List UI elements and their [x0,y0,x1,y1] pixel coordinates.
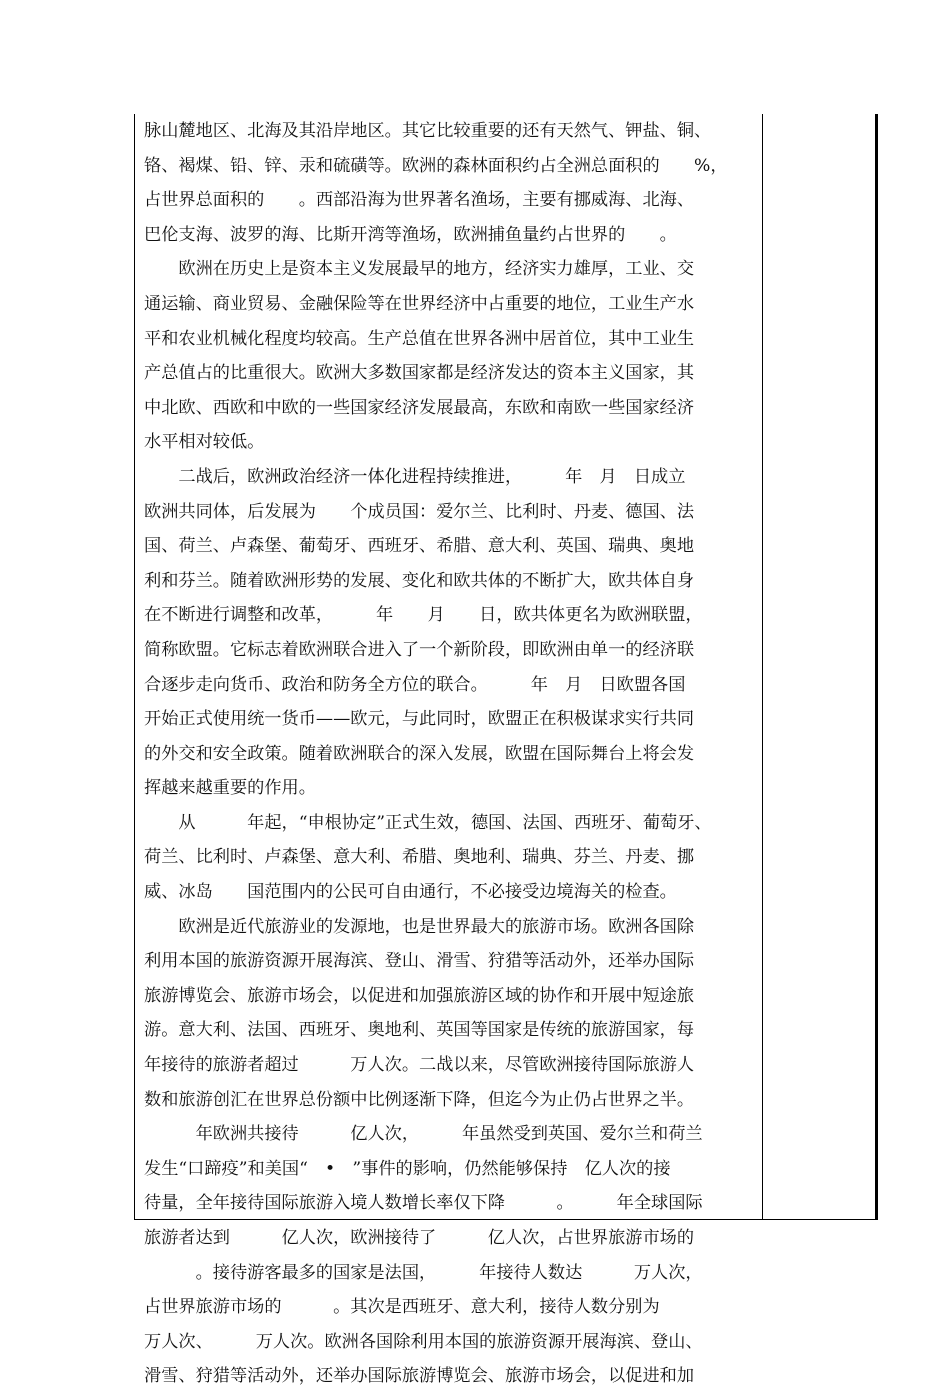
text-line: 利用本国的旅游资源开展海滨、登山、滑雪、狩猎等活动外，还举办国际 [144,951,695,972]
text-line: 欧洲在历史上是资本主义发展最早的地方，经济实力雄厚，工业、交 [144,259,695,280]
text-line: 旅游者达到 亿人次，欧洲接待了 亿人次，占世界旅游市场的 [144,1228,695,1248]
text-line: 欧洲是近代旅游业的发源地，也是世界最大的旅游市场。欧洲各国除 [144,916,695,937]
text-line: 简称欧盟。它标志着欧洲联合进入了一个新阶段，即欧洲由单一的经济联 [144,639,695,660]
text-line: 脉山麓地区、北海及其沿岸地区。其它比较重要的还有天然气、钾盐、铜、 [144,121,712,141]
text-line: 占世界旅游市场的 。其次是西班牙、意大利，接待人数分别为 [144,1297,660,1318]
text-line: 合逐步走向货币、政治和防务全方位的联合。 年 月 日欧盟各国 [144,674,686,695]
text-line: 在不断进行调整和改革， 年 月 日，欧共体更名为欧洲联盟， [144,605,703,626]
text-line: 荷兰、比利时、卢森堡、意大利、希腊、奥地利、瑞典、芬兰、丹麦、挪 [144,847,695,868]
text-line: 铬、褐煤、铅、锌、汞和硫磺等。欧洲的森林面积约占全洲总面积的 %， [144,155,728,176]
text-line: 水平相对较低。 [144,432,265,453]
text-line: 年欧洲共接待 亿人次， 年虽然受到英国、爱尔兰和荷兰 [144,1124,703,1145]
text-line: 开始正式使用统一货币——欧元，与此同时，欧盟正在积极谋求实行共同 [144,709,695,730]
text-line: 威、冰岛 国范围内的公民可自由通行，不必接受边境海关的检查。 [144,882,677,903]
text-line: 国、荷兰、卢森堡、葡萄牙、西班牙、希腊、意大利、英国、瑞典、奥地 [144,536,695,557]
text-line: 中北欧、西欧和中欧的一些国家经济发展最高，东欧和南欧一些国家经济 [144,397,695,418]
text-line: 万人次、 万人次。欧洲各国除利用本国的旅游资源开展海滨、登山、 [144,1331,703,1352]
text-line: 游。意大利、法国、西班牙、奥地利、英国等国家是传统的旅游国家，每 [144,1020,695,1041]
text-line: 数和旅游创汇在世界总份额中比例逐渐下降，但迄今为止仍占世界之半。 [144,1089,695,1110]
text-line: 从 年起，“申根协定”正式生效，德国、法国、西班牙、葡萄牙、 [144,812,712,833]
text-line: 平和农业机械化程度均较高。生产总值在世界各洲中居首位，其中工业生 [144,328,695,349]
text-line: 占世界总面积的 。西部沿海为世界著名渔场，主要有挪威海、北海、 [144,190,695,211]
text-line: 。接待游客最多的国家是法国， 年接待人数达 万人次， [144,1262,703,1283]
content-table [134,114,878,1387]
text-line: 二战后，欧洲政治经济一体化进程持续推进， 年 月 日成立 [144,466,686,487]
text-line: 的外交和安全政策。随着欧洲联合的深入发展，欧盟在国际舞台上将会发 [144,743,695,764]
text-line: 利和芬兰。随着欧洲形势的发展、变化和欧共体的不断扩大，欧共体自身 [144,570,695,591]
column-divider [762,114,763,1219]
body-text-cell [144,114,756,1394]
text-line: 滑雪、狩猎等活动外，还举办国际旅游博览会、旅游市场会，以促进和加 [144,1366,695,1387]
text-line: 巴伦支海、波罗的海、比斯开湾等渔场，欧洲捕鱼量约占世界的 。 [144,224,677,245]
text-line: 欧洲共同体，后发展为 个成员国：爱尔兰、比利时、丹麦、德国、法 [144,501,695,522]
text-line: 旅游博览会、旅游市场会，以促进和加强旅游区域的协作和开展中短途旅 [144,985,695,1006]
text-line: 待量，全年接待国际旅游入境人数增长率仅下降 。 年全球国际 [144,1193,703,1214]
text-line: 产总值占的比重很大。欧洲大多数国家都是经济发达的资本主义国家，其 [144,363,695,384]
text-line: 挥越来越重要的作用。 [144,778,316,799]
text-line: 通运输、商业贸易、金融保险等在世界经济中占重要的地位，工业生产水 [144,293,695,314]
text-line: 年接待的旅游者超过 万人次。二战以来，尽管欧洲接待国际旅游人 [144,1055,695,1076]
text-line: 发生“口蹄疫”和美国“ • ”事件的影响，仍然能够保持 亿人次的接 [144,1158,671,1179]
